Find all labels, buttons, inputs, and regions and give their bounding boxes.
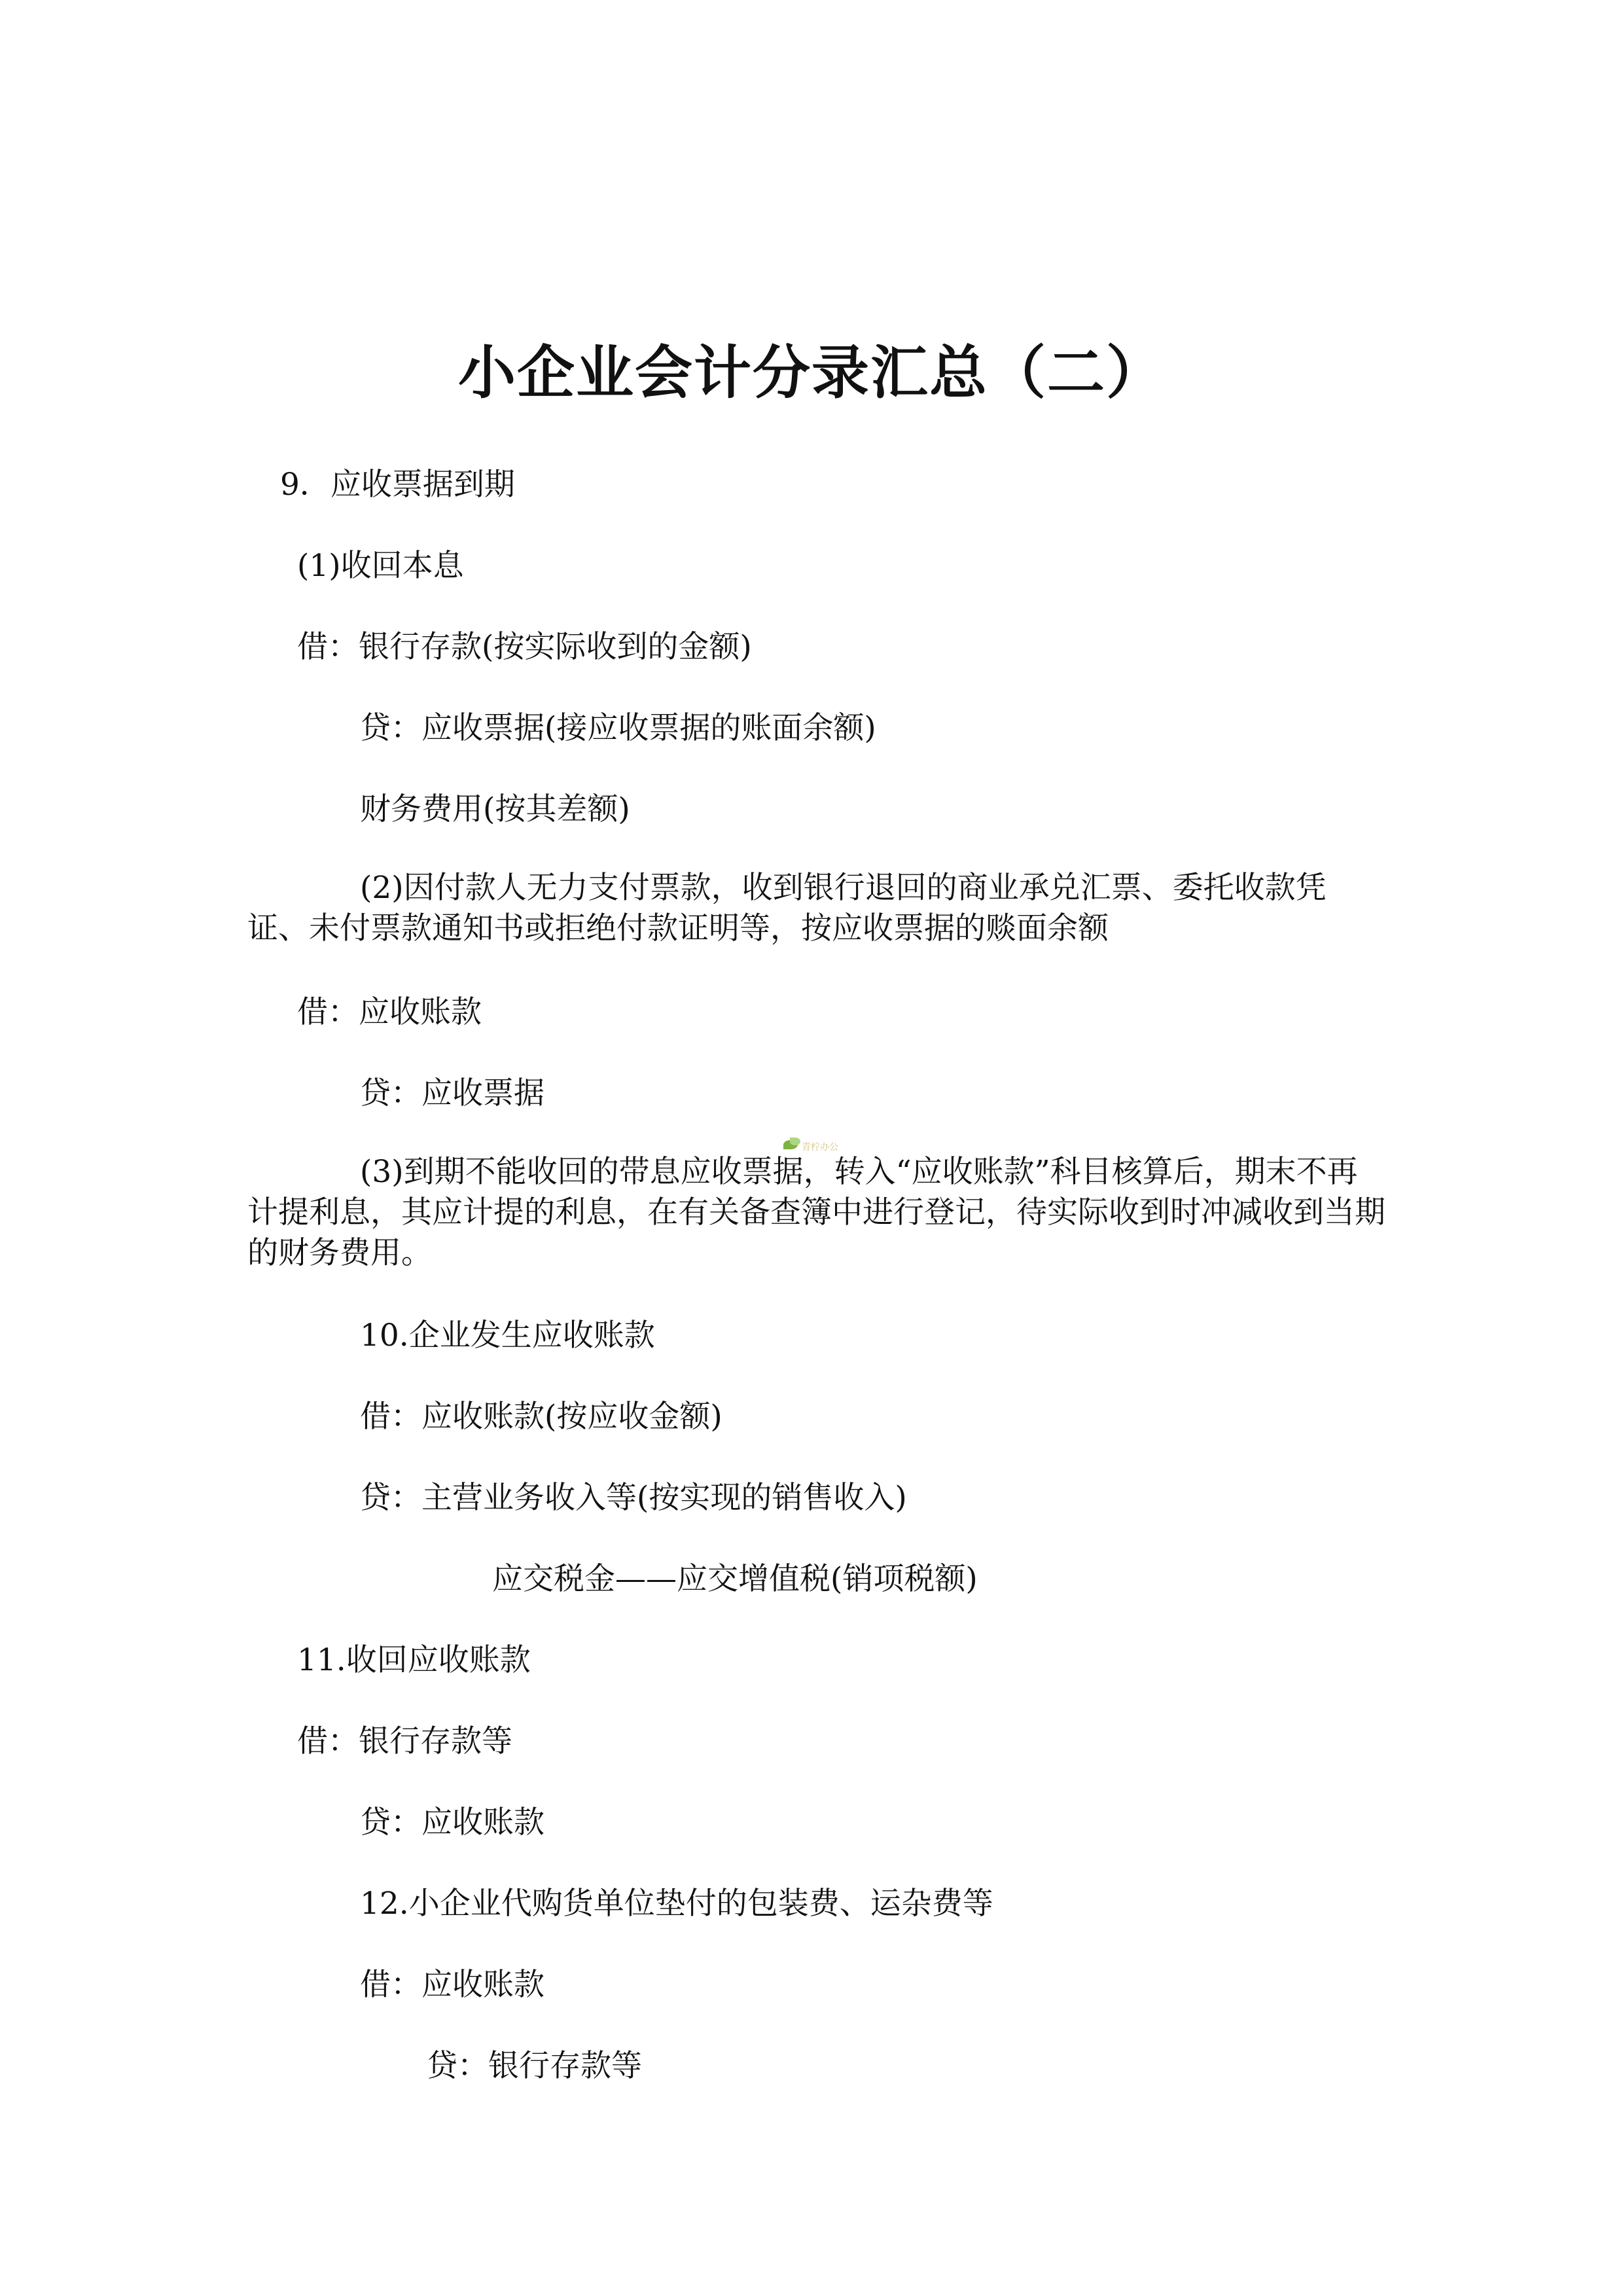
credit-entry: 贷：银行存款等 xyxy=(427,2048,642,2084)
leaf-logo-icon xyxy=(790,1138,800,1145)
watermark xyxy=(782,1138,854,1157)
credit-entry-continued: 应交税金——应交增值税(销项税额) xyxy=(492,1561,978,1597)
debit-entry: 借：银行存款等 xyxy=(297,1723,512,1759)
credit-entry: 贷：应收账款 xyxy=(360,1804,544,1840)
section-heading: 11.收回应收账款 xyxy=(297,1642,531,1678)
section-heading: 9．应收票据到期 xyxy=(280,467,515,503)
paragraph-3: (3)到期不能收回的带息应收票据，转入“应收账款”科目核算后，期末不再计提利息，其应计提的利息，在有关备查簿中进行登记，待实际收到时冲减收到当期的财务费用。 xyxy=(247,1154,1385,1271)
subsection-heading: (1)收回本息 xyxy=(297,548,464,584)
debit-entry: 借：银行存款(按实际收到的金额) xyxy=(297,629,752,665)
debit-entry: 借：应收账款(按应收金额) xyxy=(360,1399,722,1435)
debit-entry: 借：应收账款 xyxy=(360,1967,544,2003)
credit-entry-continued: 财务费用(按其差额) xyxy=(360,791,630,827)
paragraph-2: (2)因付款人无力支付票款，收到银行退回的商业承兑汇票、委托收款凭证、未付票款通知书或拒绝付款证明等，按应收票据的赕面余额 xyxy=(247,870,1327,946)
credit-entry: 贷：应收票据 xyxy=(360,1075,544,1111)
credit-entry: 贷：应收票据(接应收票据的账面余额) xyxy=(360,710,876,746)
credit-entry: 贷：主营业务收入等(按实现的销售收入) xyxy=(360,1480,907,1516)
section-heading: 12.小企业代购货单位垫付的包装费、运杂费等 xyxy=(360,1886,993,1922)
debit-entry: 借：应收账款 xyxy=(297,994,482,1030)
watermark-text: 青柠办公 xyxy=(802,1142,838,1153)
section-heading: 10.企业发生应收账款 xyxy=(360,1318,655,1354)
document-title: 小企业会计分录汇总（二） xyxy=(457,339,1165,406)
